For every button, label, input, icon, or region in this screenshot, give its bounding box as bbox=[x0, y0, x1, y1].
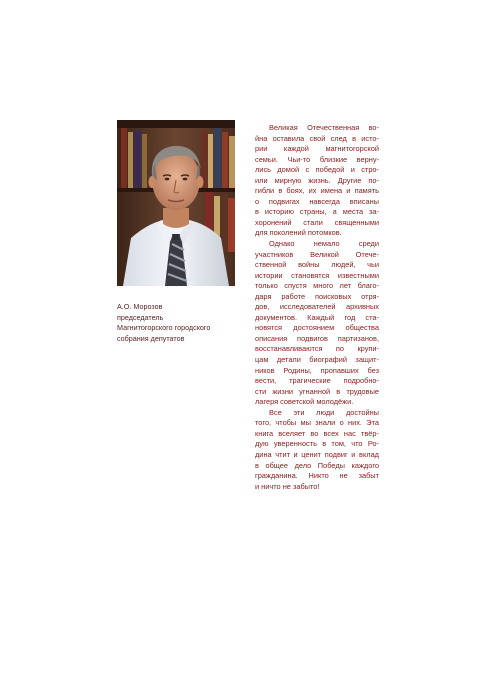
text-line: цам детали биографий защит- bbox=[255, 355, 379, 365]
text-line: документов. Каждый год ста- bbox=[255, 312, 379, 322]
text-line: Однако немало среди bbox=[269, 239, 379, 249]
text-line: йна оставила свой след в исто- bbox=[255, 133, 379, 143]
text-line: Великая Отечественная во- bbox=[269, 123, 379, 132]
caption-name: А.О. Морозов bbox=[117, 302, 163, 311]
caption-position-line-3: собрания депутатов bbox=[117, 333, 185, 343]
text-line: дую уверенность в том, что Ро- bbox=[255, 439, 379, 449]
text-line: ственной войны людей, чьи bbox=[255, 260, 379, 270]
text-line: ников Родины, пропавших без bbox=[255, 365, 379, 375]
text-line: в общее дело Победы каждого bbox=[255, 460, 379, 470]
portrait-photo-icon bbox=[117, 120, 235, 286]
text-line: вести, трагические подробно- bbox=[255, 376, 379, 386]
text-line: лись домой с победой и стро- bbox=[255, 165, 379, 175]
text-line: рии каждой магнитогорской bbox=[255, 144, 379, 154]
text-line: Все эти люди достойны bbox=[269, 407, 379, 417]
text-line: описания подвигов партизанов, bbox=[255, 333, 379, 343]
text-line: о подвигах навсегда вписаны bbox=[255, 196, 379, 206]
caption-position-line-2: Магнитогорского городского bbox=[117, 323, 211, 332]
text-line: дина чтит и ценит подвиг и вклад bbox=[255, 449, 379, 459]
text-line: для поколений потомков. bbox=[255, 228, 342, 238]
text-line: в историю страны, а места за- bbox=[255, 207, 379, 217]
text-line: того, чтобы мы знали о них. Эта bbox=[255, 418, 379, 428]
text-line: восстанавливаются по крупи- bbox=[255, 344, 379, 354]
text-line: сти жизни угнанной в трудовые bbox=[255, 386, 379, 396]
text-line: семьи. Чьи-то близкие верну- bbox=[255, 154, 379, 164]
text-line: книга вселяет во всех нас твёр- bbox=[255, 428, 379, 438]
caption-position-line-1: председатель bbox=[117, 312, 164, 322]
text-line: дов, исследователей архивных bbox=[255, 302, 379, 312]
text-line: хоронений стали священными bbox=[255, 217, 379, 227]
text-line: участников Великой Отече- bbox=[255, 249, 379, 259]
text-line: гражданина. Никто не забыт bbox=[255, 471, 379, 481]
text-line: даря работе поисковых отря- bbox=[255, 291, 379, 301]
portrait-caption bbox=[117, 302, 247, 344]
text-line: и ничто не забыто! bbox=[255, 481, 320, 491]
text-line: или мирную жизнь. Другие по- bbox=[255, 175, 379, 185]
text-line: только спустя много лет благо- bbox=[255, 281, 379, 291]
text-line: новятся достоянием общества bbox=[255, 323, 379, 333]
text-line: лагеря советской молодёжи. bbox=[255, 397, 354, 407]
text-line: гибли в боях, их имена и память bbox=[255, 186, 379, 196]
text-line: истории становятся известными bbox=[255, 270, 379, 280]
main-text-column bbox=[255, 123, 379, 492]
portrait-photo bbox=[117, 120, 235, 286]
